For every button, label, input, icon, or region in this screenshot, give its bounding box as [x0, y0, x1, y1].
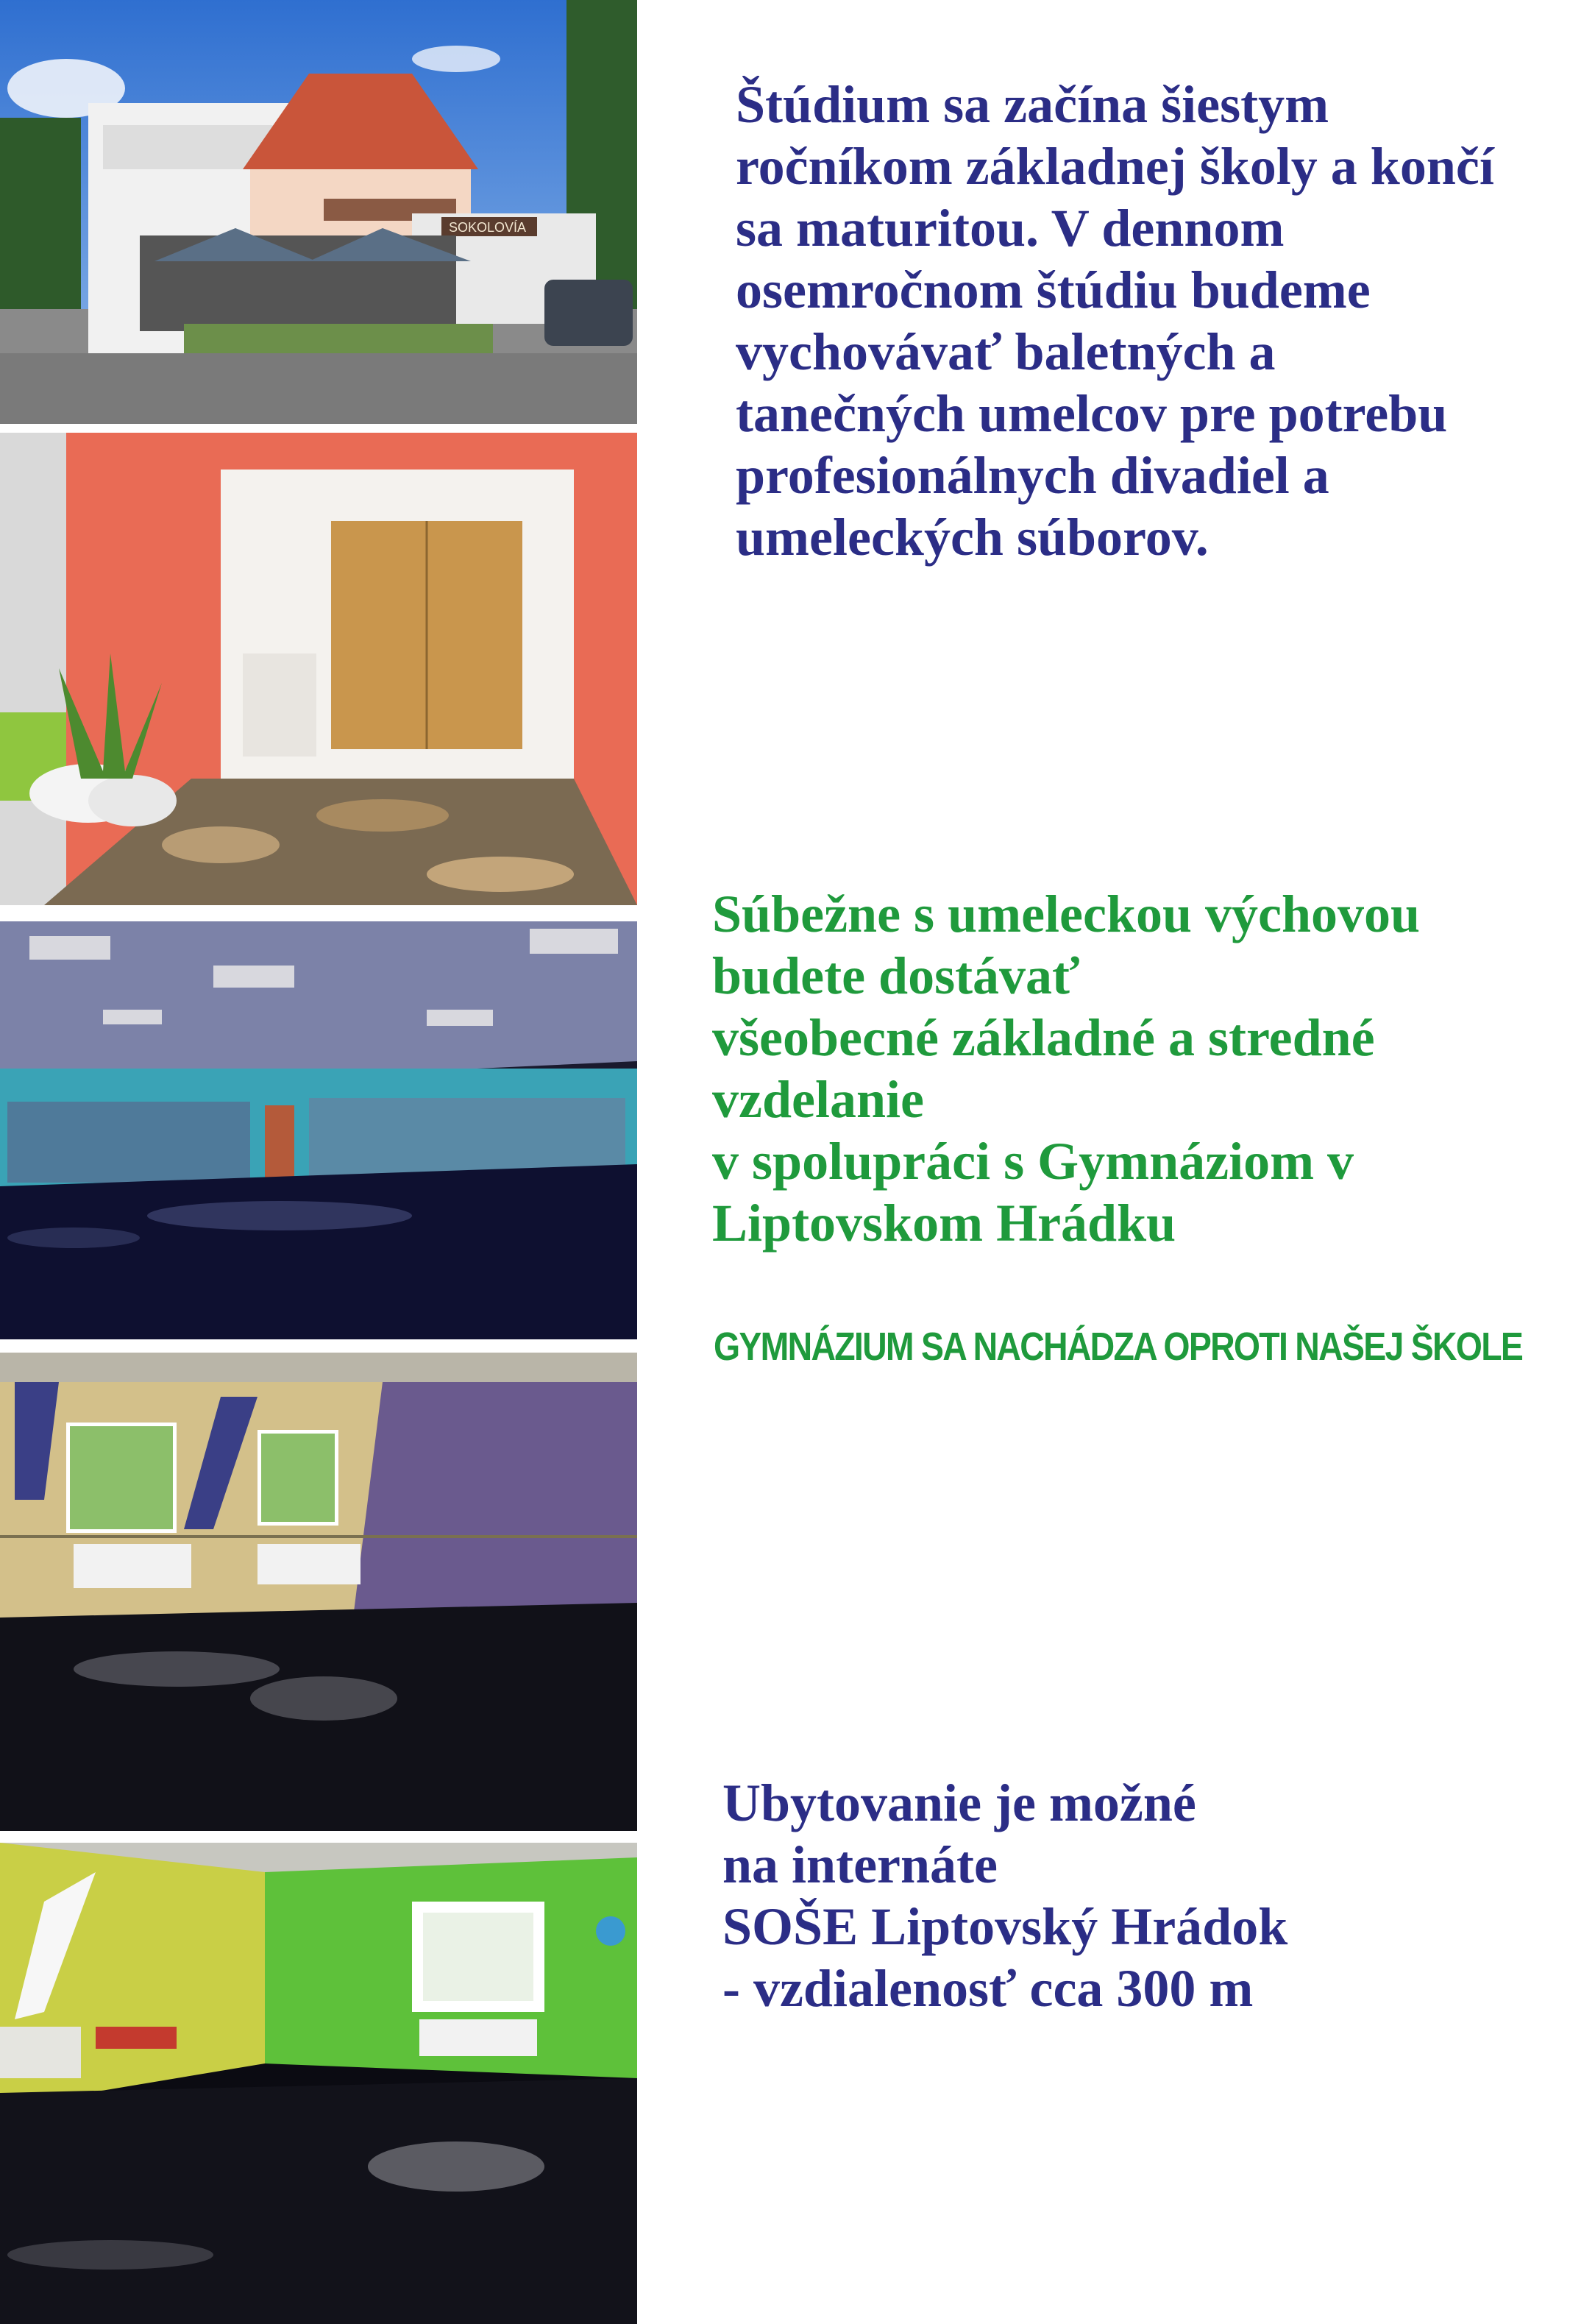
intro-line: osemročnom štúdiu budeme [736, 261, 1371, 319]
school-building-photo [0, 0, 637, 424]
accommodation-line: Ubytovanie je možné [722, 1774, 1196, 1832]
education-line: Liptovskom Hrádku [712, 1194, 1176, 1253]
accommodation-text [722, 1772, 1554, 2019]
education-text [712, 883, 1544, 1254]
intro-line: umeleckých súborov. [736, 508, 1209, 567]
education-line: Súbežne s umeleckou výchovou [712, 885, 1421, 943]
education-line: vzdelanie [712, 1070, 924, 1129]
intro-line: Štúdium sa začína šiestym [736, 75, 1329, 134]
building-sign: SOKOLOVÍA [449, 220, 527, 235]
accommodation-line: SOŠE Liptovský Hrádok [722, 1897, 1288, 1956]
education-line: všeobecné základné a stredné [712, 1008, 1375, 1067]
dance-hall-blue-photo [0, 921, 637, 1339]
intro-line: vychovávať baletných a [736, 322, 1276, 381]
gymnasium-note: GYMNÁZIUM SA NACHÁDZA OPROTI NAŠEJ ŠKOLE [714, 1325, 1523, 1369]
intro-line: profesionálnych divadiel a [736, 446, 1329, 505]
accommodation-line: - vzdialenosť cca 300 m [722, 1959, 1254, 2018]
intro-text [736, 74, 1552, 568]
intro-line: tanečných umelcov pre potrebu [736, 384, 1448, 443]
intro-line: sa maturitou. V dennom [736, 199, 1285, 258]
intro-line: ročníkom základnej školy a končí [736, 137, 1494, 196]
education-line: budete dostávať [712, 946, 1080, 1005]
dance-hall-windows-photo [0, 1353, 637, 1831]
accommodation-line: na internáte [722, 1835, 998, 1894]
dance-hall-green-photo [0, 1843, 637, 2324]
education-line: v spolupráci s Gymnáziom v [712, 1132, 1354, 1191]
lobby-photo [0, 433, 637, 905]
